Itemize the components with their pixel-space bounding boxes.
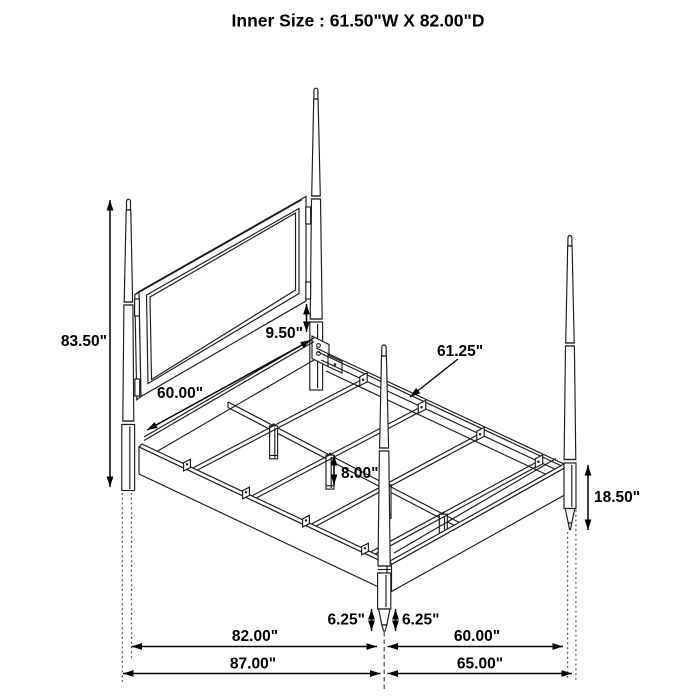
dim-overall-depth (123, 656, 381, 674)
dim-slat-length (410, 343, 483, 397)
mount-tab (306, 282, 311, 299)
dim-headboard-gap-label: 9.50" (265, 325, 303, 342)
bed-drawing (122, 88, 576, 631)
dimension-annotations (61, 200, 640, 674)
dim-front-leg-left (327, 609, 371, 631)
dim-front-leg-right-label: 6.25" (402, 611, 440, 629)
dim-overall-width (388, 656, 573, 674)
page-title: Inner Size : 61.50"W X 82.00"D (231, 10, 485, 31)
dim-center-leg-height (334, 455, 379, 485)
right-post (564, 236, 576, 530)
dim-foot-post-height (588, 465, 640, 530)
dim-post-height-label: 83.50" (60, 333, 107, 350)
dim-center-leg-label: 8.00" (341, 465, 379, 482)
mount-tab (306, 207, 311, 224)
dim-inner-width (388, 628, 564, 647)
headboard (135, 197, 311, 400)
right-side-rail (316, 348, 565, 480)
dim-overall-depth-label: 87.00" (229, 655, 277, 673)
dim-front-leg-right (396, 609, 440, 631)
mount-tab (135, 299, 140, 316)
dim-overall-width-label: 65.00" (456, 655, 504, 673)
dim-headboard-width-label: 60.00" (157, 385, 204, 402)
dim-inner-depth (132, 628, 378, 647)
headboard-left-post (122, 199, 135, 490)
dim-inner-width-label: 60.00" (453, 628, 501, 645)
mount-tab (135, 379, 140, 396)
dim-front-leg-left-label: 6.25" (327, 611, 365, 629)
dim-post-height (61, 200, 110, 487)
dim-slat-length-label: 61.25" (437, 343, 484, 360)
dim-foot-post-label: 18.50" (594, 489, 641, 506)
dim-inner-depth-label: 82.00" (231, 628, 279, 645)
